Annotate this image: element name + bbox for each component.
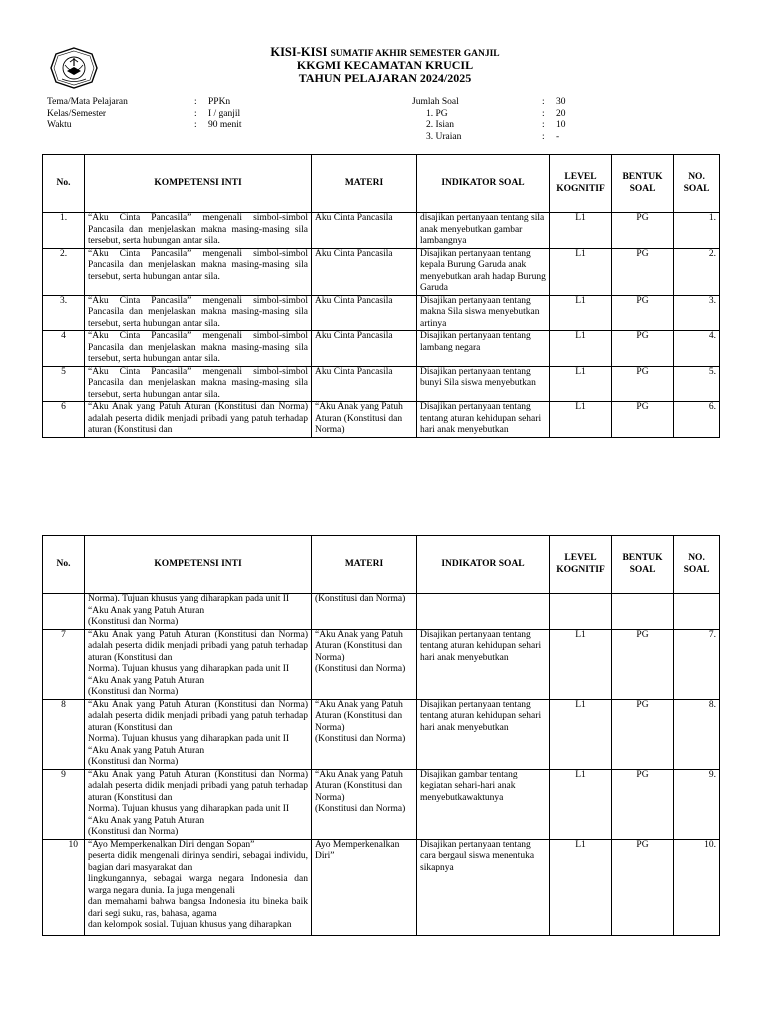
kompetensi-inti-cell-line: (Konstitusi dan Norma) [88,827,179,837]
bentuk-soal-cell [612,594,674,630]
materi-cell: Aku Cinta Pancasila [312,366,417,402]
row-number: 5 [43,366,85,402]
bentuk-soal-cell: PG [612,366,674,402]
kompetensi-inti-cell-line: “Aku Anak yang Patuh Aturan [88,815,205,826]
materi-cell [312,629,417,699]
kompetensi-inti-cell-line: Norma). Tujuan khusus yang diharapkan pada unit II [88,594,290,604]
kompetensi-inti-cell: “Aku Cinta Pancasila” mengenali simbol-simbol Pancasila dan menjelaskan makna masing-masing sila tersebut, serta hubungan antar sila. [85,331,312,367]
header-bentuk-soal: BENTUK SOAL [612,536,674,594]
level-kognitif-cell: L1 [550,331,612,367]
kompetensi-inti-cell-line: (Konstitusi dan Norma) [88,687,179,697]
document-subtitle-kkgmi: KKGMI KECAMATAN KRUCIL [296,58,474,72]
materi-cell: “Aku Anak yang Patuh Aturan (Konstitusi dan Norma) [312,402,417,438]
kompetensi-inti-cell-line: (Konstitusi dan Norma) [88,617,179,627]
materi-cell [312,699,417,769]
row-number: 4 [43,331,85,367]
bentuk-soal-cell: PG [612,839,674,935]
materi-cell-line: (Konstitusi dan Norma) [315,664,406,674]
document-title: KISI-KISI SUMATIF AKHIR SEMESTER GANJIL [270,45,500,59]
no-soal-cell: 7. [674,629,720,699]
materi-cell: Aku Cinta Pancasila [312,331,417,367]
kompetensi-inti-cell [85,839,312,935]
materi-cell-line: (Konstitusi dan Norma) [315,594,406,604]
level-kognitif-cell: L1 [550,295,612,331]
meta-row-pg: 1. PG : 20 [426,108,566,119]
kompetensi-inti-cell-line: “Aku Anak yang Patuh Aturan [88,675,205,686]
row-number: 10 [43,839,85,935]
kompetensi-inti-cell: “Aku Cinta Pancasila” mengenali simbol-simbol Pancasila dan menjelaskan makna masing-masing sila tersebut, serta hubungan antar sila. [85,213,312,249]
level-kognitif-cell: L1 [550,402,612,438]
kompetensi-inti-cell: “Aku Cinta Pancasila” mengenali simbol-simbol Pancasila dan menjelaskan makna masing-masing sila tersebut, serta hubungan antar sila. [85,295,312,331]
row-number [43,594,85,630]
no-soal-cell: 3. [674,295,720,331]
level-kognitif-cell [550,594,612,630]
table-row [43,248,720,295]
header-kompetensi-inti: KOMPETENSI INTI [85,155,312,213]
row-number: 6 [43,402,85,438]
level-kognitif-cell: L1 [550,213,612,249]
meta-row-uraian: 3. Uraian : - [426,131,560,142]
table-header-row [43,536,720,594]
table-row [43,213,720,249]
kompetensi-inti-cell [85,594,312,630]
no-soal-cell: 1. [674,213,720,249]
bentuk-soal-cell: PG [612,402,674,438]
kompetensi-inti-cell-line: dan memahami bahwa bangsa Indonesia itu bineka baik dari segi suku, ras, bahasa, agama [88,897,308,919]
indikator-soal-cell: Disajikan pertanyaan tentang tentang aturan kehidupan sehari hari anak menyebutkan [417,699,550,769]
kompetensi-inti-cell-line: peserta didik mengenali dirinya sendiri, sebagai individu, bagian dari masyarakat dan [88,851,308,873]
meta-row-isian: 2. Isian : 10 [426,120,566,130]
kompetensi-inti-cell-line: “Ayo Memperkenalkan Diri dengan Sopan” [88,839,255,850]
materi-cell-line: “Aku Anak yang Patuh Aturan (Konstitusi dan Norma) [315,699,403,733]
kompetensi-inti-cell-line: Norma). Tujuan khusus yang diharapkan pada unit II [88,734,290,744]
table-row [43,839,720,935]
row-number: 2. [43,248,85,295]
meta-row-total: Jumlah Soal : 30 [412,97,566,107]
row-number: 7 [43,629,85,699]
header-materi: MATERI [312,155,417,213]
no-soal-cell: 5. [674,366,720,402]
materi-cell [312,594,417,630]
kompetensi-inti-cell [85,699,312,769]
row-number: 8 [43,699,85,769]
materi-cell-line: “Aku Anak yang Patuh Aturan (Konstitusi dan Norma) [315,769,403,803]
kompetensi-inti-cell-line: “Aku Anak yang Patuh Aturan (Konstitusi dan Norma) adalah peserta didik menjadi pribadi yang patuh terhadap aturan (Konstitusi dan [88,699,308,733]
table-row [43,594,720,630]
materi-cell-line: (Konstitusi dan Norma) [315,734,406,744]
bentuk-soal-cell: PG [612,629,674,699]
table-row [43,629,720,699]
school-seal-logo [50,47,98,89]
no-soal-cell: 10. [674,839,720,935]
kisi-kisi-table-page-2 [42,535,720,936]
table-row [43,402,720,438]
materi-cell-line: “Aku Anak yang Patuh Aturan (Konstitusi dan Norma) [315,629,403,663]
table-row [43,699,720,769]
kisi-kisi-table-page-1 [42,154,720,438]
meta-right [412,97,612,143]
level-kognitif-cell: L1 [550,366,612,402]
kompetensi-inti-cell-line: dan kelompok sosial. Tujuan khusus yang diharapkan [88,920,292,930]
document-subtitle-year: TAHUN PELAJARAN 2024/2025 [298,71,472,85]
bentuk-soal-cell: PG [612,248,674,295]
row-number: 1. [43,213,85,249]
header-level-kognitif: LEVEL KOGNITIF [550,155,612,213]
materi-cell-line: Ayo Memperkenalkan Diri” [315,839,400,861]
kompetensi-inti-cell-line: lingkungannya, sebagai warga negara Indonesia dan warga negara dunia. Ia juga mengenali [88,874,308,896]
indikator-soal-cell: Disajikan pertanyaan tentang tentang aturan kehidupan sehari hari anak menyebutkan [417,402,550,438]
materi-cell-line: (Konstitusi dan Norma) [315,804,406,814]
no-soal-cell: 6. [674,402,720,438]
meta-left [47,97,347,132]
kompetensi-inti-cell-line: “Aku Anak yang Patuh Aturan (Konstitusi dan Norma) adalah peserta didik menjadi pribadi yang patuh terhadap aturan (Konstitusi dan [88,769,308,803]
table-row [43,769,720,839]
level-kognitif-cell: L1 [550,699,612,769]
no-soal-cell: 4. [674,331,720,367]
level-kognitif-cell: L1 [550,839,612,935]
kompetensi-inti-cell-line: Norma). Tujuan khusus yang diharapkan pada unit II [88,664,290,674]
header-no: No. [43,155,85,213]
kompetensi-inti-cell-line: (Konstitusi dan Norma) [88,757,179,767]
indikator-soal-cell: Disajikan pertanyaan tentang makna Sila siswa menyebutkan artinya [417,295,550,331]
meta-row-time: Waktu : 90 menit [47,120,242,130]
indikator-soal-cell: Disajikan gambar tentang kegiatan sehari-hari anak menyebutkawaktunya [417,769,550,839]
bentuk-soal-cell: PG [612,295,674,331]
meta-row-class: Kelas/Semester : I / ganjil [47,108,241,119]
header-bentuk-soal: BENTUK SOAL [612,155,674,213]
kompetensi-inti-cell: “Aku Anak yang Patuh Aturan (Konstitusi dan Norma) adalah peserta didik menjadi pribadi yang patuh terhadap aturan (Konstitusi dan [85,402,312,438]
kompetensi-inti-cell: “Aku Cinta Pancasila” mengenali simbol-simbol Pancasila dan menjelaskan makna masing-masing sila tersebut, serta hubungan antar sila. [85,248,312,295]
kompetensi-inti-cell-line: Norma). Tujuan khusus yang diharapkan pada unit II [88,804,290,814]
indikator-soal-cell: disajikan pertanyaan tentang sila anak menyebutkan gambar lambangnya [417,213,550,249]
table-row [43,366,720,402]
header-indikator-soal: INDIKATOR SOAL [417,536,550,594]
bentuk-soal-cell: PG [612,213,674,249]
bentuk-soal-cell: PG [612,699,674,769]
materi-cell: Aku Cinta Pancasila [312,295,417,331]
materi-cell [312,839,417,935]
kompetensi-inti-cell [85,629,312,699]
no-soal-cell [674,594,720,630]
header-no-soal: NO. SOAL [674,155,720,213]
kompetensi-inti-cell [85,769,312,839]
kompetensi-inti-cell: “Aku Cinta Pancasila” mengenali simbol-simbol Pancasila dan menjelaskan makna masing-masing sila tersebut, serta hubungan antar sila. [85,366,312,402]
kompetensi-inti-cell-line: “Aku Anak yang Patuh Aturan [88,745,205,756]
meta-row-subject: Tema/Mata Pelajaran : PPKn [47,97,231,107]
header-kompetensi-inti: KOMPETENSI INTI [85,536,312,594]
kompetensi-inti-cell-line: “Aku Anak yang Patuh Aturan (Konstitusi dan Norma) adalah peserta didik menjadi pribadi yang patuh terhadap aturan (Konstitusi dan [88,629,308,663]
header-no-soal: NO. SOAL [674,536,720,594]
indikator-soal-cell: Disajikan pertanyaan tentang tentang aturan kehidupan sehari hari anak menyebutkan [417,629,550,699]
indikator-soal-cell [417,594,550,630]
indikator-soal-cell: Disajikan pertanyaan tentang bunyi Sila siswa menyebutkan [417,366,550,402]
level-kognitif-cell: L1 [550,769,612,839]
row-number: 9 [43,769,85,839]
materi-cell: Aku Cinta Pancasila [312,248,417,295]
header-materi: MATERI [312,536,417,594]
no-soal-cell: 2. [674,248,720,295]
materi-cell [312,769,417,839]
header-level-kognitif: LEVEL KOGNITIF [550,536,612,594]
indikator-soal-cell: Disajikan pertanyaan tentang lambang negara [417,331,550,367]
kompetensi-inti-cell-line: “Aku Anak yang Patuh Aturan [88,605,205,616]
indikator-soal-cell: Disajikan pertanyaan tentang kepala Burung Garuda anak menyebutkan arah hadap Burung Garuda [417,248,550,295]
indikator-soal-cell: Disajikan pertanyaan tentang cara bergaul siswa menentuka sikapnya [417,839,550,935]
level-kognitif-cell: L1 [550,248,612,295]
header-indikator-soal: INDIKATOR SOAL [417,155,550,213]
level-kognitif-cell: L1 [550,629,612,699]
row-number: 3. [43,295,85,331]
materi-cell: Aku Cinta Pancasila [312,213,417,249]
table-row [43,331,720,367]
no-soal-cell: 8. [674,699,720,769]
table-header-row [43,155,720,213]
no-soal-cell: 9. [674,769,720,839]
header-no: No. [43,536,85,594]
bentuk-soal-cell: PG [612,769,674,839]
table-row [43,295,720,331]
bentuk-soal-cell: PG [612,331,674,367]
